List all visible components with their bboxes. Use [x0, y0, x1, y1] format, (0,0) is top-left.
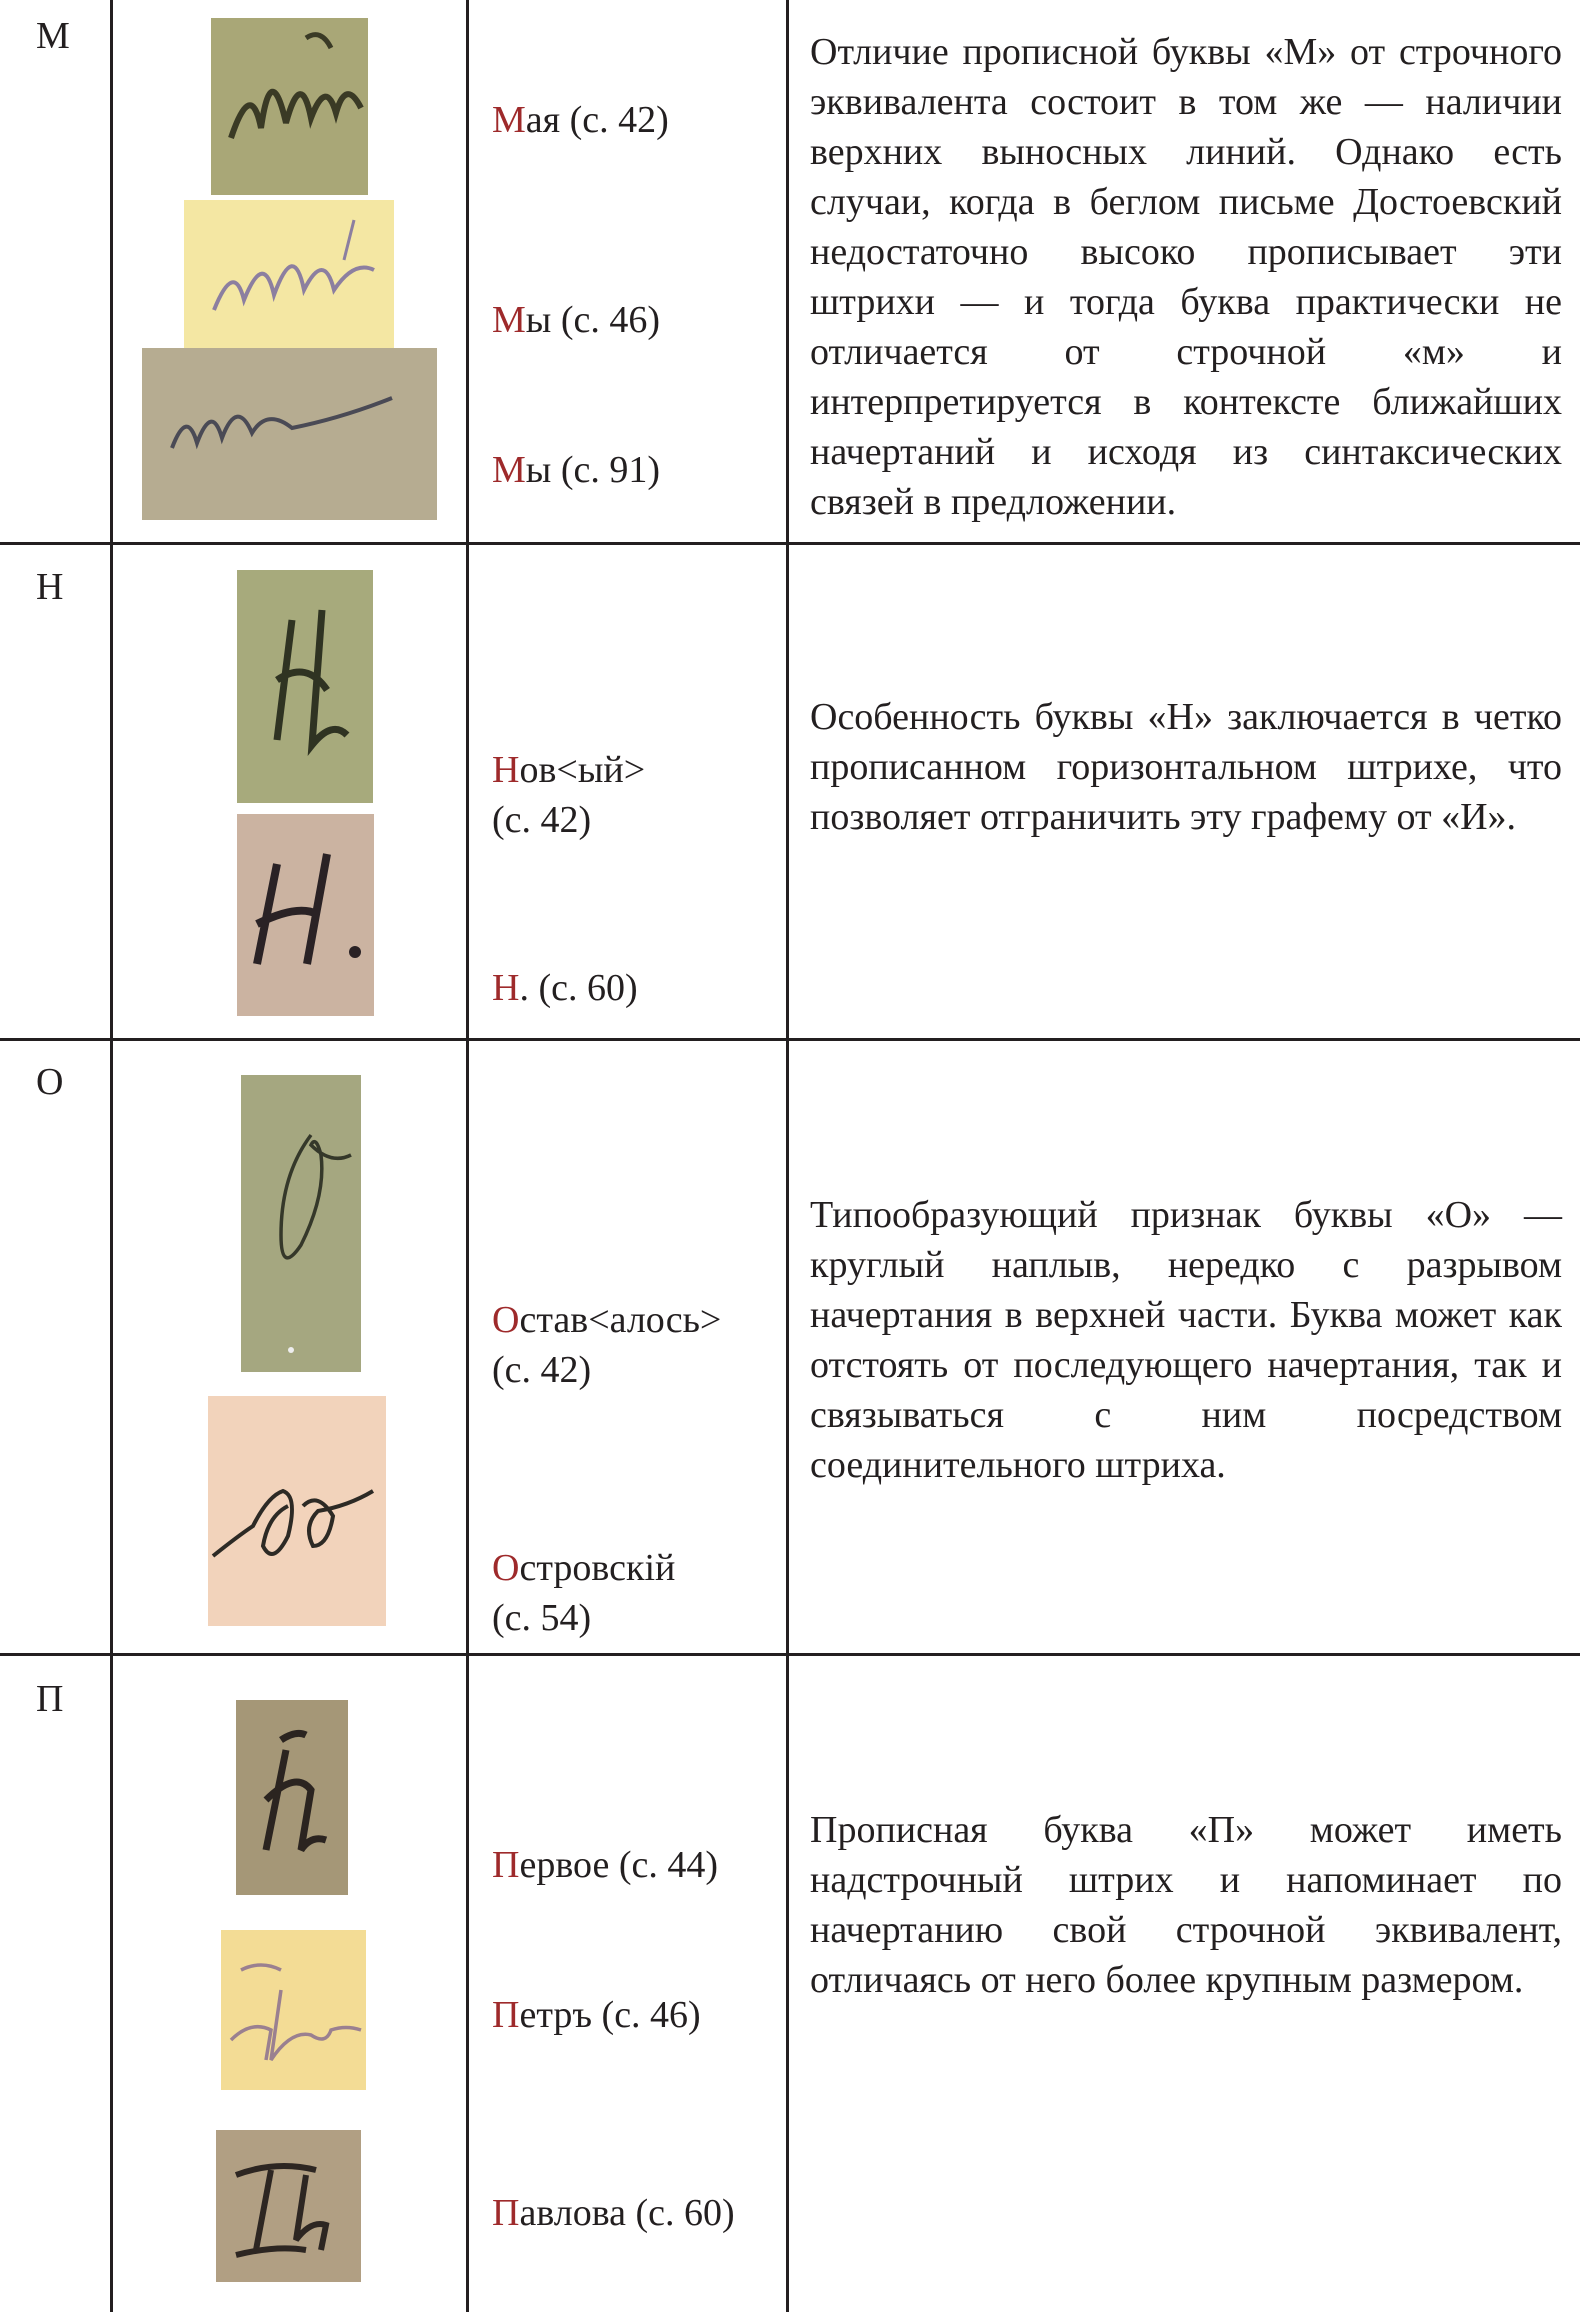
handwriting-sample-image: [236, 1700, 348, 1895]
example-word: Мы (с. 91): [492, 449, 661, 491]
row-divider: [0, 542, 1580, 545]
handwriting-sample-image: [216, 2130, 361, 2282]
row-letter: П: [36, 1678, 64, 1720]
example-word: Нов<ый> (с. 42): [492, 749, 646, 841]
letter-description: Отличие прописной буквы «М» от строчного эквивалента состоит в том же — наличии верхних выносных линий. Однако есть случаи, когда в беглом письме Достоевский недостаточно высоко прописывает эти штрихи — и тогда буква практически не отличается от строчной «м» и интерпретируется в контексте ближайших начертаний и исходя из синтаксических связей в предложении.: [810, 31, 1562, 523]
handwriting-sample-image: [184, 200, 394, 348]
handwriting-sample-image: [142, 348, 437, 520]
example-word: Остав<алось> (с. 42): [492, 1299, 722, 1391]
row-letter: М: [36, 15, 70, 57]
example-word: Мы (с. 46): [492, 299, 661, 341]
example-word: Павлова (с. 60): [492, 2192, 735, 2234]
example-word: Первое (с. 44): [492, 1844, 719, 1886]
example-word: Петръ (с. 46): [492, 1994, 701, 2036]
column-divider: [786, 0, 789, 2312]
handwriting-sample-image: [211, 18, 368, 195]
handwriting-sample-image: [237, 570, 373, 803]
letter-description: Особенность буквы «Н» заключается в четко прописанном горизонтальном штрихе, что позволяет отграничить эту графему от «И».: [810, 696, 1562, 838]
handwriting-sample-image: [208, 1396, 386, 1626]
handwriting-sample-image: [237, 814, 374, 1016]
row-divider: [0, 1038, 1580, 1041]
column-divider: [466, 0, 469, 2312]
example-word: Мая (с. 42): [492, 99, 669, 141]
handwriting-sample-image: [221, 1930, 366, 2090]
example-word: Островскiй (с. 54): [492, 1547, 676, 1639]
column-divider: [110, 0, 113, 2312]
row-divider: [0, 1653, 1580, 1656]
letter-description: Прописная буква «П» может иметь надстрочный штрих и напоминает по начертанию свой строчной эквивалент, отличаясь от него более крупным размером.: [810, 1809, 1562, 2001]
handwriting-sample-image: [241, 1075, 361, 1372]
row-letter: О: [36, 1061, 64, 1103]
letter-description: Типообразующий признак буквы «О» — круглый наплыв, нередко с разрывом начертания в верхней части. Буква может как отстоять от последующего начертания, так и связываться с ним посредством соединительного штриха.: [810, 1194, 1562, 1486]
row-letter: Н: [36, 566, 64, 608]
example-word: Н. (с. 60): [492, 967, 638, 1009]
